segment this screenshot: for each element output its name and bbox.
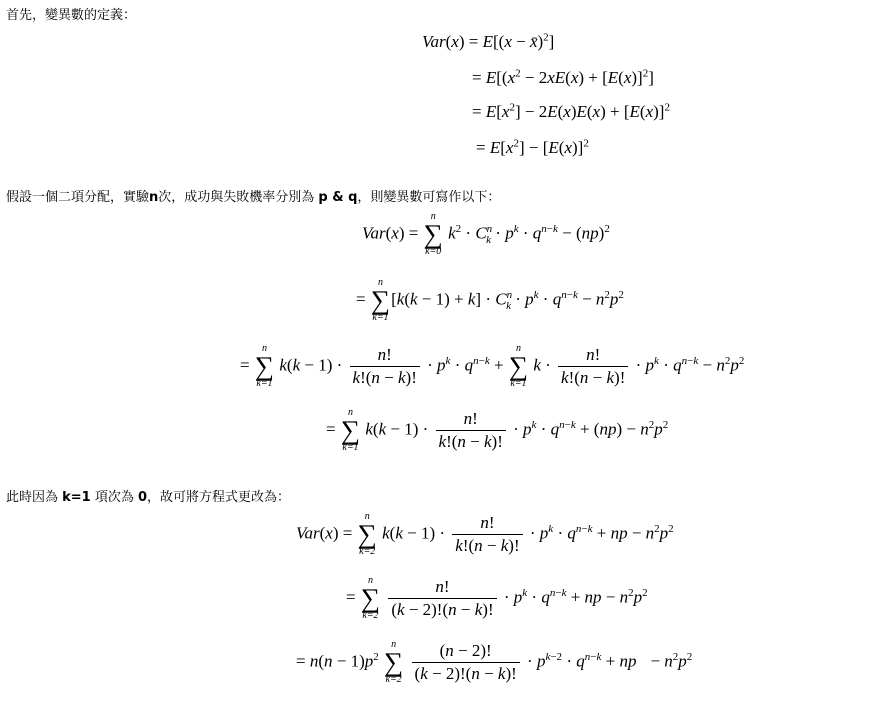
n-label: n — [149, 190, 159, 205]
k1-label: k=1 — [62, 490, 91, 505]
intro-text: 首先，變異數的定義： — [6, 8, 137, 23]
binomial-intro-text: 假設一個二項分配，實驗n次，成功與失敗機率分別為 p & q，則變異數可寫作以下： — [6, 190, 501, 205]
variance-definition-line-3: = $E[x^2] - 2E(x)E(x) + [E(x)]^2$ — [472, 101, 670, 121]
zero-label: 0 — [138, 490, 148, 505]
binomial-line-2: = n ∑ k=1 $[k(k - 1) + k] \cdot C^n_k \cdot p^k \cdot q^{n-k} - n^2p^2$ — [356, 277, 624, 323]
variance-definition-line-4: = $E[x^2] - [E(x)]^2$ — [476, 137, 589, 157]
variance-definition-line-1: Var(x) = E[(x − x̄)$^2$] — [422, 31, 555, 51]
simplified-line-2: = n ∑ k=2 $\frac{n!}{(k - 2)!(n - k)!}$ · $p^k \cdot q^{n-k}$ + np − $n^2p^2$ — [346, 575, 648, 621]
binomial-line-1: Var(x) = n ∑ k=0 $k^2 \cdot C^n_k \cdot p^k \cdot q^{n-k} - (np)^2$ — [362, 211, 610, 257]
pq-label: p & q — [318, 190, 358, 205]
simplified-line-1: Var(x) = n ∑ k=2 k(k − 1) · $\frac{n!}{k!(n - k)!}$ · $p^k \cdot q^{n-k}$ + np − $n^2p^2$ — [296, 511, 674, 557]
variance-definition-line-2: = $E[(x^2 - 2xE(x) + [E(x)]^2]$ — [472, 67, 654, 87]
simplified-line-3: = $n(n - 1)p^2$ n ∑ k=2 $\frac{(n - 2)!}{(k - 2)!(n - k)!}$ · $p^{k-2} \cdot q^{n-k}$ + np − $n^2p^2$ — [296, 639, 693, 685]
k1-term-text: 此時因為 k=1 項次為 0，故可將方程式更改為： — [6, 490, 291, 505]
binomial-line-4: = n ∑ k=1 k(k − 1) · $\frac{n!}{k!(n - k)!}$ · $p^k \cdot q^{n-k} + (np) - n^2p^2$ — [326, 407, 669, 453]
binomial-line-3: = n ∑ k=1 k(k − 1) · $\frac{n!}{k!(n - k)!}$ · $p^k \cdot q^{n-k}$ + n ∑ k=1 k · $\frac{n!}{k!(n - k)!}$ · $p^k \cdot q^{n-k} - n^2p^2$ — [240, 343, 745, 389]
